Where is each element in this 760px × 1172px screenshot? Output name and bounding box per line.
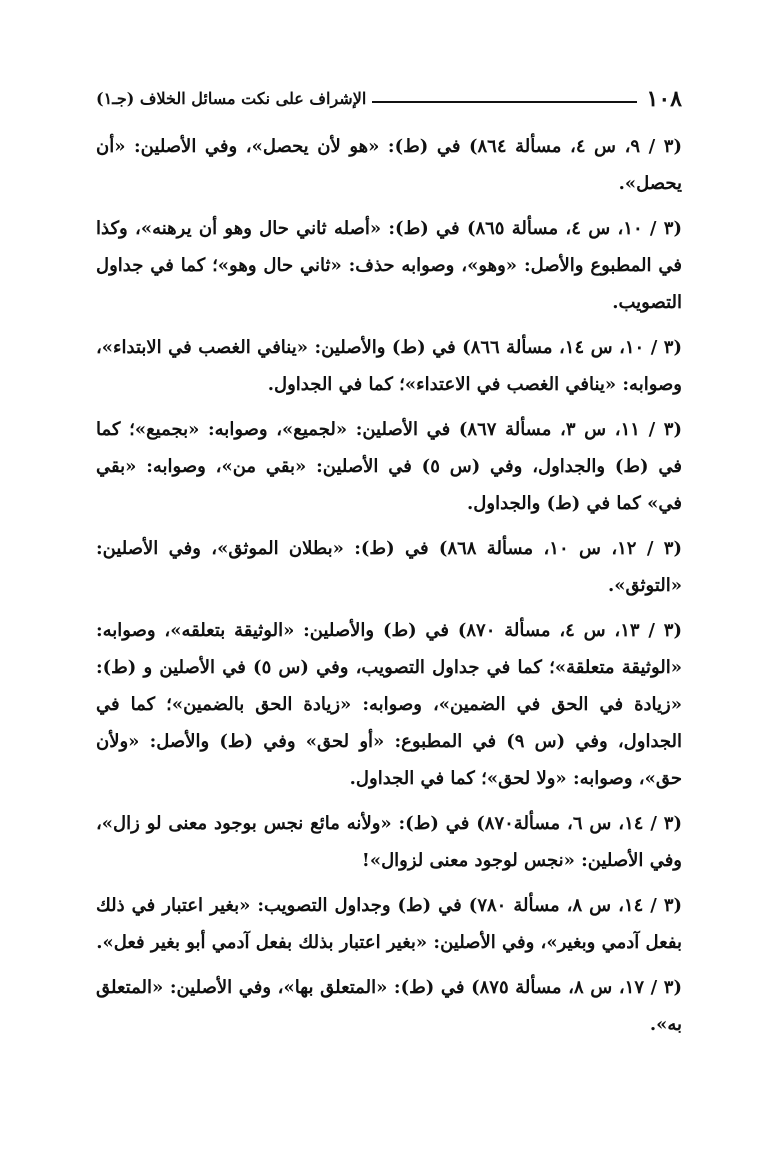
running-title: الإشراف على نكت مسائل الخلاف (جـ١) bbox=[96, 89, 367, 108]
header-rule bbox=[372, 101, 636, 103]
correction-note: (٣ / ١٤، س ٦، مسألة٨٧٠) في (ط): «ولأنه مائع نجس بوجود معنى لو زال»، وفي الأصلين: «نجس لوجود معنى لزوال»! bbox=[96, 813, 682, 871]
correction-note: (٣ / ١٠، س ٤، مسألة ٨٦٥) في (ط): «أصله ثاني حال وهو أن يرهنه»، وكذا في المطبوع والأصل: «وهو»، وصوابه حذف: «ثاني حال وهو»؛ كما في جداول التصويب. bbox=[96, 218, 682, 313]
correction-note: (٣ / ٩، س ٤، مسألة ٨٦٤) في (ط): «هو لأن يحصل»، وفي الأصلين: «أن يحصل». bbox=[96, 136, 682, 194]
page-number: ١٠٨ bbox=[646, 86, 682, 112]
correction-note: (٣ / ١١، س ٣، مسألة ٨٦٧) في الأصلين: «لجميع»، وصوابه: «بجميع»؛ كما في (ط) والجداول، وفي (س ٥) في الأصلين: «بقي من»، وصوابه: «بقي في» كما في (ط) والجداول. bbox=[96, 419, 682, 514]
correction-note: (٣ / ١٧، س ٨، مسألة ٨٧٥) في (ط): «المتعلق بها»، وفي الأصلين: «المتعلق به». bbox=[96, 977, 682, 1035]
running-header bbox=[96, 82, 682, 112]
correction-note: (٣ / ١٣، س ٤، مسألة ٨٧٠) في (ط) والأصلين: «الوثيقة بتعلقه»، وصوابه: «الوثيقة متعلقة»؛ كما في جداول التصويب، وفي (س ٥) في الأصلين و (ط): «زيادة في الحق في الضمين»، وصوابه: «زيادة الحق بالضمين»؛ كما في الجداول، وفي (س ٩) في المطبوع: «أو لحق» وفي (ط) والأصل: «ولأن حق»، وصوابه: «ولا لحق»؛ كما في الجداول. bbox=[96, 620, 682, 789]
correction-note: (٣ / ١٤، س ٨، مسألة ٧٨٠) في (ط) وجداول التصويب: «بغير اعتبار في ذلك بفعل آدمي وبغير»، وفي الأصلين: «بغير اعتبار بذلك بفعل آدمي أبو بغير فعل». bbox=[96, 895, 683, 953]
correction-note: (٣ / ١٠، س ١٤، مسألة ٨٦٦) في (ط) والأصلين: «ينافي الغصب في الابتداء»، وصوابه: «ينافي الغصب في الاعتداء»؛ كما في الجداول. bbox=[96, 337, 682, 395]
correction-note: (٣ / ١٢، س ١٠، مسألة ٨٦٨) في (ط): «بطلان الموثق»، وفي الأصلين: «التوثق». bbox=[96, 538, 682, 596]
footnote-corrections bbox=[96, 128, 682, 1051]
